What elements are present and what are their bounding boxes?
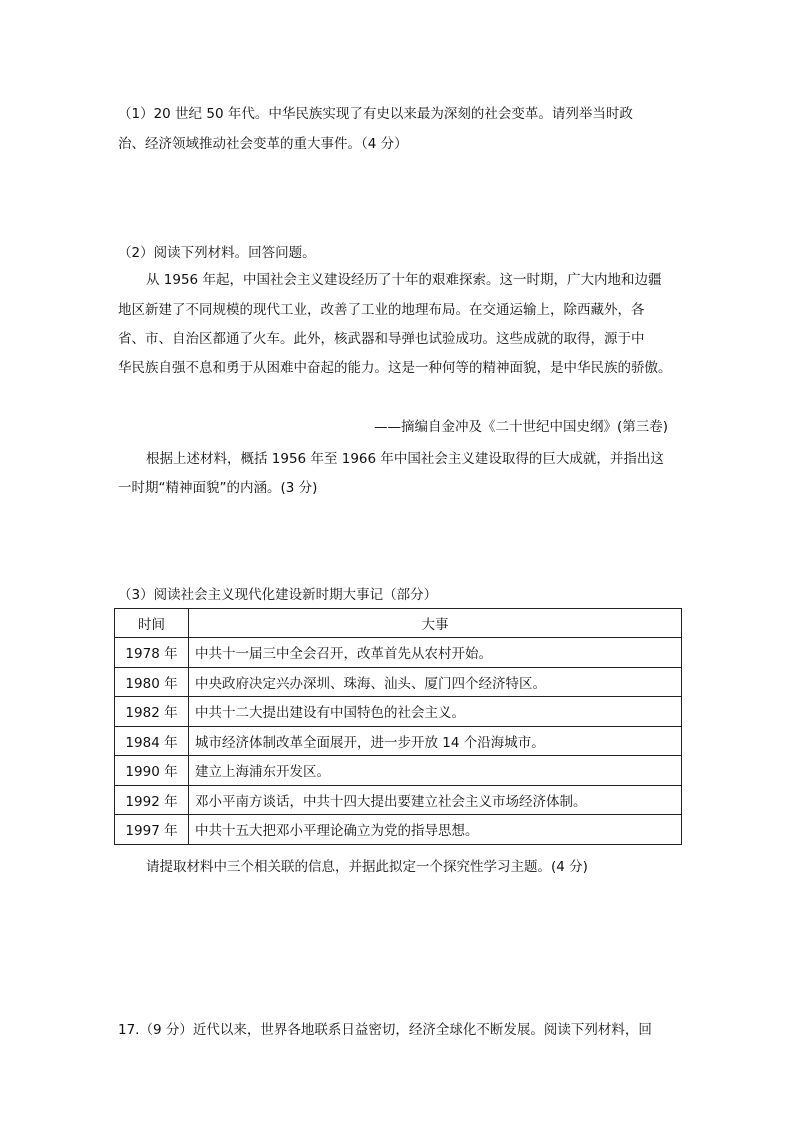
q2-material-line-2: 地区新建了不同规模的现代工业，改善了工业的地理布局。在交通运输上，除西藏外，各	[118, 302, 645, 318]
table-header-row	[115, 609, 682, 638]
table-cell-event: 邓小平南方谈话，中共十四大提出要建立社会主义市场经济体制。	[189, 785, 682, 815]
q1-line-1: （1）20 世纪 50 年代。中华民族实现了有史以来最为深刻的社会变革。请列举当时政	[118, 106, 633, 122]
q2-material-line-3: 省、市、自治区都通了火车。此外，核武器和导弹也试验成功。这些成就的取得，源于中	[118, 331, 645, 347]
table-row	[115, 785, 682, 815]
table-cell-year: 1997 年	[115, 815, 189, 845]
table-cell-year: 1982 年	[115, 697, 189, 727]
table-cell-year: 1992 年	[115, 785, 189, 815]
table-cell-year: 1984 年	[115, 726, 189, 756]
events-table	[114, 608, 682, 845]
q3-intro: （3）阅读社会主义现代化建设新时期大事记（部分）	[118, 587, 438, 603]
table-row	[115, 756, 682, 786]
table-cell-year: 1978 年	[115, 638, 189, 668]
header-time: 时间	[115, 609, 189, 638]
q2-intro: （2）阅读下列材料。回答问题。	[118, 245, 316, 261]
table-cell-event: 建立上海浦东开发区。	[189, 756, 682, 786]
q2-question-line-1: 根据上述材料，概括 1956 年至 1966 年中国社会主义建设取得的巨大成就，并指出这	[146, 451, 664, 467]
q2-material-line-1: 从 1956 年起，中国社会主义建设经历了十年的艰难探索。这一时期，广大内地和边疆	[146, 272, 662, 288]
table-row	[115, 726, 682, 756]
table-cell-event: 中共十五大把邓小平理论确立为党的指导思想。	[189, 815, 682, 845]
table-cell-event: 中共十二大提出建设有中国特色的社会主义。	[189, 697, 682, 727]
q2-source: ——摘编自金冲及《二十世纪中国史纲》(第三卷)	[373, 419, 668, 435]
table-cell-year: 1990 年	[115, 756, 189, 786]
table-cell-event: 中央政府决定兴办深圳、珠海、汕头、厦门四个经济特区。	[189, 667, 682, 697]
q1-line-2: 治、经济领域推动社会变革的重大事件。（4 分）	[118, 136, 408, 152]
table-row	[115, 667, 682, 697]
table-row	[115, 638, 682, 668]
table-cell-event: 中共十一届三中全会召开，改革首先从农村开始。	[189, 638, 682, 668]
table-row	[115, 697, 682, 727]
table-cell-year: 1980 年	[115, 667, 189, 697]
table-cell-event: 城市经济体制改革全面展开，进一步开放 14 个沿海城市。	[189, 726, 682, 756]
header-event: 大事	[189, 609, 682, 638]
table-row	[115, 815, 682, 845]
q17-line: 17.（9 分）近代以来，世界各地联系日益密切，经济全球化不断发展。阅读下列材料，回	[118, 1022, 652, 1038]
q2-material-line-4: 华民族自强不息和勇于从困难中奋起的能力。这是一种何等的精神面貌，是中华民族的骄傲。	[118, 360, 672, 376]
q3-question: 请提取材料中三个相关联的信息，并据此拟定一个探究性学习主题。(4 分)	[146, 859, 588, 875]
q2-question-line-2: 一时期“精神面貌”的内涵。(3 分)	[118, 480, 318, 496]
